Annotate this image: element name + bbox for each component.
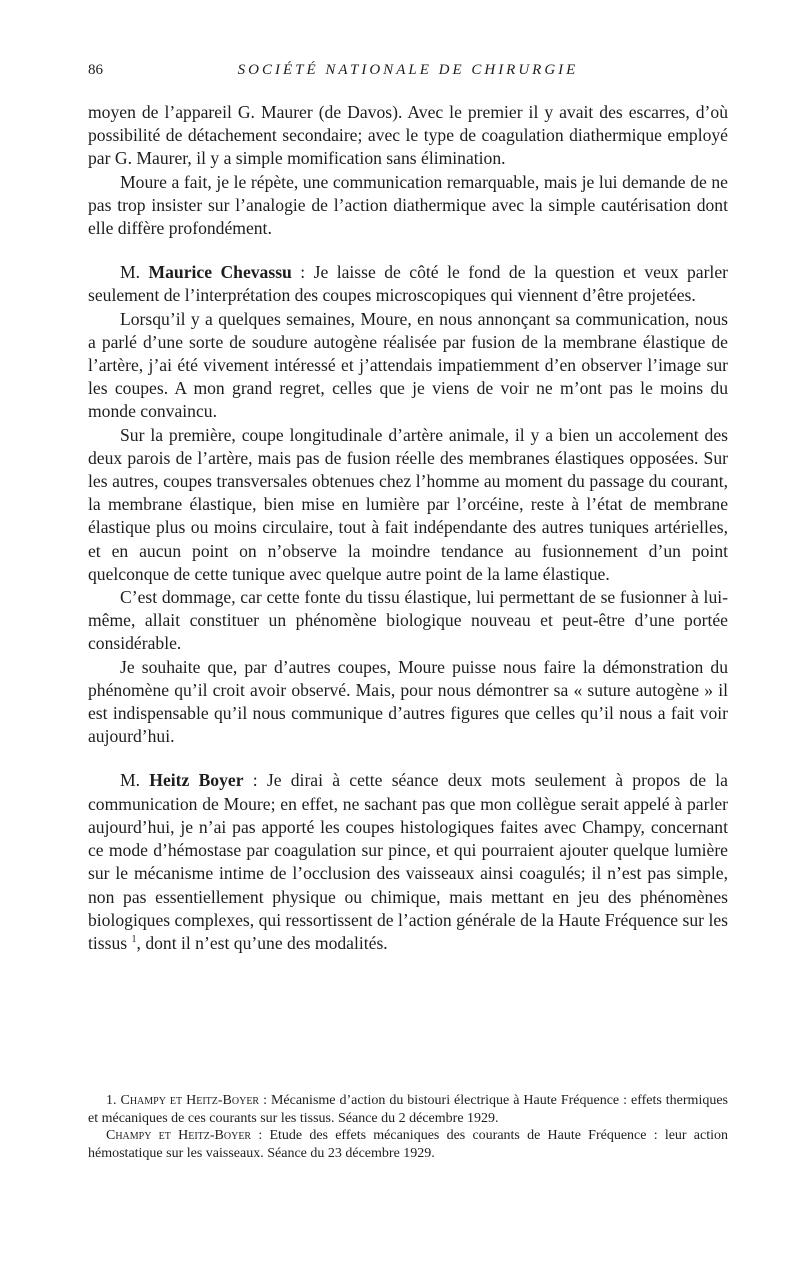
paragraph-3-text: : Je laisse de côté le fond de la question et veux parler seulement de l’interprétation des coupes microscopiques qui viennent d’être projetées.: [88, 262, 728, 306]
paragraph-8-end: , dont il n’est qu’une des modalités.: [136, 932, 388, 953]
body-text: [88, 101, 728, 955]
paragraph-1: moyen de l’appareil G. Maurer (de Davos). Avec le premier il y avait des escarres, d’où possibilité de détachement secondaire; avec le type de coagulation diathermique employé par G. Maurer, il y a simple momification sans élimination.: [88, 102, 728, 169]
running-title: SOCIÉTÉ NATIONALE DE CHIRURGIE: [237, 62, 579, 78]
paragraph-5: Sur la première, coupe longitudinale d’artère animale, il y a bien un accolement des deux parois de l’artère, mais pas de fusion réelle des membranes élastiques opposées. Sur les autres, coupes transversales obtenues chez l’homme au moment du passage du courant, la membrane élastique, bien mise en lumière par l’orcéine, reste à l’état de membrane élastique plus ou moins circulaire, tout à fait indépendante des autres tuniques artérielles, et en aucun point on n’observe la moindre tendance au fusionnement d’un point quelconque de cette tunique avec quelque autre point de la lame élastique.: [88, 424, 728, 584]
paragraph-chevassu: [88, 261, 728, 307]
paragraph-4: Lorsqu’il y a quelques semaines, Moure, en nous annonçant sa communication, nous a parlé d’une sorte de soudure autogène réalisée par fusion de la membrane élastique de l’artère, j’ai été vivement intéressé et j’attendais impatiemment d’en observer l’image sur les coupes. A mon grand regret, celles que je viens de voir ne m’ont pas le moins du monde convaincu.: [88, 308, 728, 422]
footnote-2: [88, 1127, 728, 1162]
footnote-2-text: : Etude des effets mécaniques des courants de Haute Fréquence : leur action hémostatique sur les vaisseaux. Séance du 23 décembre 1929.: [88, 1128, 729, 1161]
paragraph-7: Je souhaite que, par d’autres coupes, Moure puisse nous faire la démonstration du phénomène qu’il croit avoir observé. Mais, pour nous démontrer sa « suture autogène » il est indispensable qu’il nous communique d’autres figures que celles qu’il nous a fait voir aujourd’hui.: [88, 656, 728, 747]
footnote-1-number: 1.: [106, 1093, 117, 1108]
footnote-1-authors: Champy et Heitz-Boyer: [120, 1093, 260, 1108]
page-number: 86: [88, 62, 103, 78]
speaker-name-heitz-boyer: Heitz Boyer: [149, 770, 244, 791]
paragraph-2: Moure a fait, je le répète, une communication remarquable, mais je lui demande de ne pas trop insister sur l’analogie de l’action diathermique avec la simple cautérisation dont elle diffère profondément.: [88, 171, 728, 239]
page-header: [88, 62, 728, 84]
speaker-title: M.: [120, 262, 141, 283]
footnote-2-authors: Champy et Heitz-Boyer: [106, 1128, 252, 1144]
footnotes: [88, 1092, 728, 1162]
paragraph-6: C’est dommage, car cette fonte du tissu élastique, lui permettant de se fusionner à lui-même, allait constituer un phénomène biologique nouveau et peut-être d’une portée considérable.: [88, 587, 728, 654]
paragraph-8-text: : Je dirai à cette séance deux mots seulement à propos de la communication de Moure; en effet, ne sachant pas que mon collègue serait appelé à parler aujourd’hui, je n’ai pas apporté les coupes histologiques faites avec Champy, concernant ce mode d’hémostase par coagulation sur pince, et qui pourraient ajouter quelque lumière sur le mécanisme intime de l’occlusion des vaisseaux ainsi coagulés; il n’est pas simple, non pas essentiellement physique ou chimique, mais mettant en jeu des phénomènes biologiques complexes, qui ressortissent de l’action générale de la Haute Fréquence sur les tissus: [88, 770, 728, 953]
speaker-title: M.: [120, 770, 141, 791]
paragraph-heitz-boyer: [88, 769, 728, 955]
footnote-reference: 1: [131, 934, 137, 946]
speaker-name-chevassu: Maurice Chevassu: [148, 262, 292, 283]
footnote-1: [88, 1092, 728, 1127]
footnote-1-text: : Mécanisme d’action du bistouri électrique à Haute Fréquence : effets thermiques et mécaniques de ces courants sur les tissus. Séance du 2 décembre 1929.: [88, 1093, 728, 1126]
